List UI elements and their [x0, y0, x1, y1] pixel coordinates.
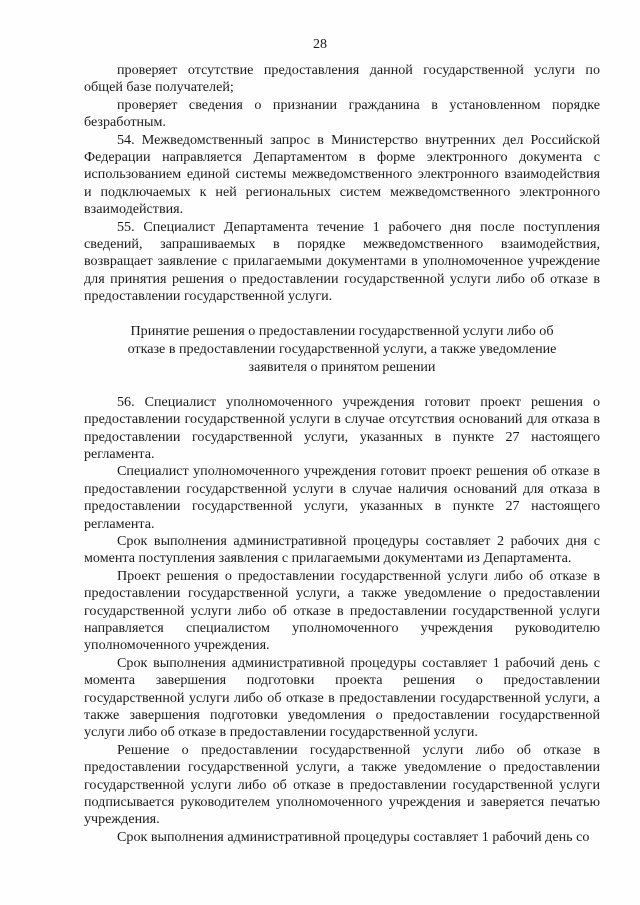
- document-body: [84, 62, 600, 846]
- paragraph-decision-signed: Решение о предоставлении государственной услуги либо об отказе в предоставлении государственной услуги, а также уведомление о предоставлении государственной услуги либо об отказе в предоставлении государственной услуги подписывается руководителем уполномоченного учреждения и заверяется печатью учреждения.: [84, 741, 600, 828]
- paragraph-55: 55. Специалист Департамента течение 1 рабочего дня после поступления сведений, запрашиваемых в порядке межведомственного взаимодействия, возвращает заявление с прилагаемыми документами в уполномоченное учреждение для принятия решения о предоставлении государственной услуги либо об отказе в предоставлении государственной услуги.: [84, 218, 600, 305]
- section-heading-line: отказе в предоставлении государственной услуги, а также уведомление: [127, 340, 557, 357]
- paragraph-54: 54. Межведомственный запрос в Министерство внутренних дел Российской Федерации направляется Департаментом в форме электронного документа с использованием единой системы межведомственного электронного взаимодействия и подключаемых к ней региональных систем межведомственного электронного взаимодействия.: [84, 131, 600, 218]
- page-number: 28: [313, 37, 327, 52]
- paragraph-check-recipients: проверяет отсутствие предоставления данной государственной услуги по общей базе получателей;: [84, 62, 600, 96]
- paragraph-draft-sent: Проект решения о предоставлении государственной услуги либо об отказе в предоставлении государственной услуги, а также уведомление о предоставлении государственной услуги либо об отказе в предоставлении государственной услуги направляется специалистом уполномоченного учреждения руководителю уполномоченного учреждения.: [84, 567, 600, 654]
- paragraph-deadline-continues: Срок выполнения административной процедуры составляет 1 рабочий день со: [117, 828, 590, 845]
- section-heading-line: заявителя о принятом решении: [248, 358, 436, 375]
- paragraph-56: 56. Специалист уполномоченного учреждения готовит проект решения о предоставлении государственной услуги в случае отсутствия оснований для отказа в предоставлении государственной услуги, указанных в пункте 27 настоящего регламента.: [84, 393, 600, 462]
- paragraph-deadline-2-days: Срок выполнения административной процедуры составляет 2 рабочих дня с момента поступления заявления с прилагаемыми документами из Департамента.: [84, 532, 600, 567]
- paragraph-deadline-1-day: Срок выполнения административной процедуры составляет 1 рабочий день с момента завершения подготовки проекта решения о предоставлении государственной услуги либо об отказе в предоставлении государственной услуги, а также завершения подготовки уведомления о предоставлении государственной услуги либо об отказе в предоставлении государственной услуги.: [84, 654, 600, 741]
- paragraph-check-unemployed: проверяет сведения о признании гражданина в установленном порядке безработным.: [84, 96, 600, 131]
- section-heading-line: Принятие решения о предоставлении государственной услуги либо об: [130, 322, 554, 339]
- paragraph-refusal-draft: Специалист уполномоченного учреждения готовит проект решения об отказе в предоставлении государственной услуги в случае наличия оснований для отказа в предоставлении государственной услуги, указанных в пункте 27 настоящего регламента.: [84, 463, 600, 532]
- section-heading: [84, 322, 600, 376]
